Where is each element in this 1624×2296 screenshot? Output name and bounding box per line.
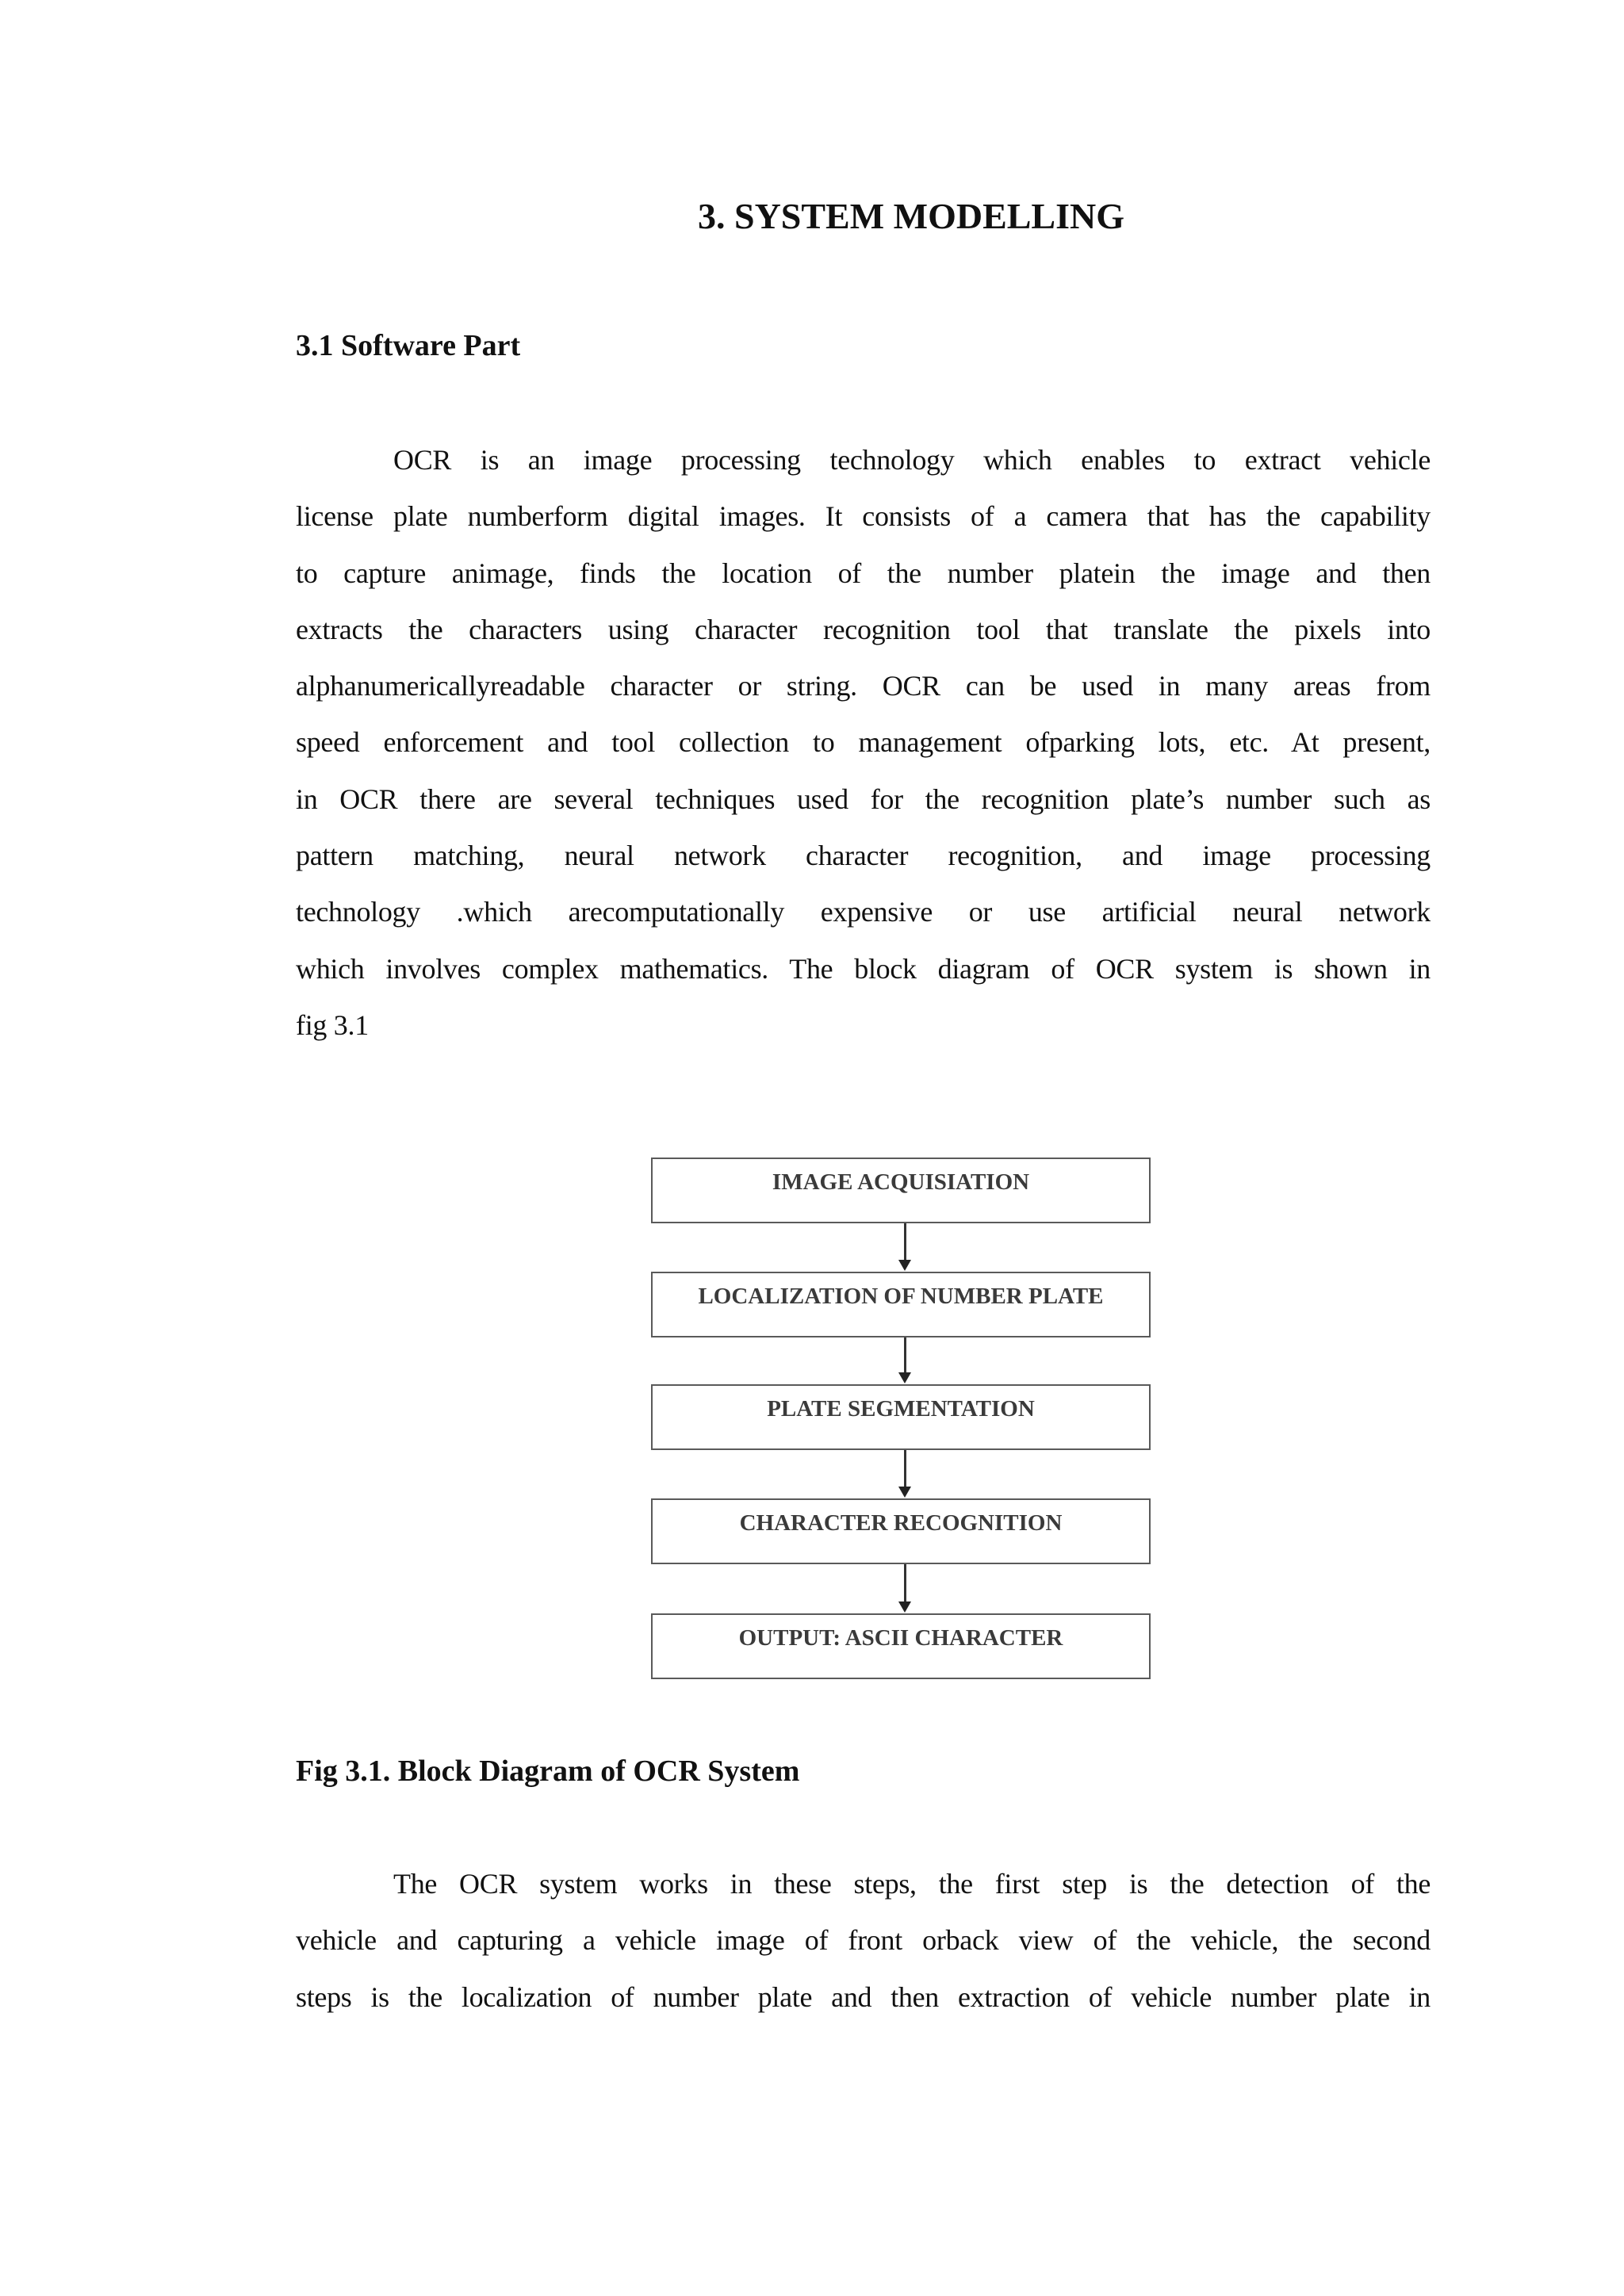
paragraph-line: which involves complex mathematics. The block diagram of OCR system is shown in xyxy=(296,952,1431,985)
section-heading: 3.1 Software Part xyxy=(296,329,521,362)
paragraph-line: vehicle and capturing a vehicle image of front orback view of the vehicle, the second xyxy=(296,1924,1431,1957)
flow-arrow-line xyxy=(904,1223,906,1261)
paragraph-line: pattern matching, neural network character recognition, and image processing xyxy=(296,840,1431,872)
paragraph-line: license plate numberform digital images. It consists of a camera that has the capability xyxy=(296,500,1431,533)
block-localization: LOCALIZATION OF NUMBER PLATE xyxy=(651,1272,1151,1337)
paragraph-1 xyxy=(296,432,1431,1054)
paragraph-2 xyxy=(296,1856,1431,2026)
paragraph-line: OCR is an image processing technology which enables to extract vehicle xyxy=(393,444,1431,476)
flow-arrow-line xyxy=(904,1564,906,1602)
block-character-recognition: CHARACTER RECOGNITION xyxy=(651,1498,1151,1564)
paragraph-line: fig 3.1 xyxy=(296,1008,369,1041)
paragraph-line: technology .which arecomputationally expensive or use artificial neural network xyxy=(296,896,1431,928)
paragraph-line: extracts the characters using character recognition tool that translate the pixels into xyxy=(296,613,1431,645)
block-image-acquisition: IMAGE ACQUISIATION xyxy=(651,1158,1151,1223)
block-output: OUTPUT: ASCII CHARACTER xyxy=(651,1613,1151,1679)
paragraph-line: alphanumericallyreadable character or string. OCR can be used in many areas from xyxy=(296,670,1431,702)
arrow-down-icon xyxy=(898,1372,911,1383)
paragraph-line: in OCR there are several techniques used for the recognition plate’s number such as xyxy=(296,783,1431,815)
chapter-heading: 3. SYSTEM MODELLING xyxy=(697,196,1125,236)
arrow-down-icon xyxy=(898,1260,911,1271)
figure-caption: Fig 3.1. Block Diagram of OCR System xyxy=(296,1755,800,1788)
paragraph-line: speed enforcement and tool collection to management ofparking lots, etc. At present, xyxy=(296,726,1431,759)
block-plate-segmentation: PLATE SEGMENTATION xyxy=(651,1384,1151,1450)
paragraph-line: The OCR system works in these steps, the first step is the detection of the xyxy=(393,1868,1431,1900)
arrow-down-icon xyxy=(898,1601,911,1613)
paragraph-line: to capture animage, finds the location of the number platein the image and then xyxy=(296,557,1431,589)
flow-arrow-line xyxy=(904,1450,906,1487)
flow-arrow-line xyxy=(904,1337,906,1373)
arrow-down-icon xyxy=(898,1487,911,1498)
paragraph-line: steps is the localization of number plate and then extraction of vehicle number plate in xyxy=(296,1980,1431,2013)
